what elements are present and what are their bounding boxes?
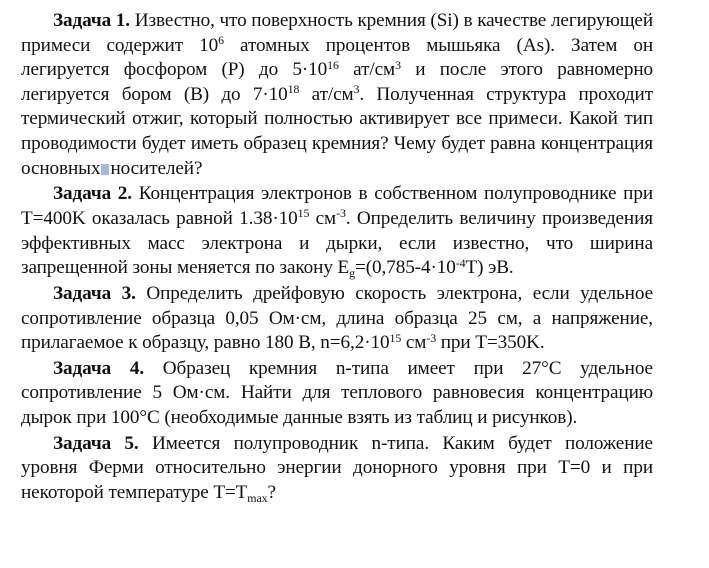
problem-2 <box>21 182 653 280</box>
problem-4-title: Задача 4. <box>53 357 145 379</box>
problem-2-text-b: см <box>309 207 337 229</box>
problem-2-text-a: Концентрация электронов в собственном полупроводнике при T=400K оказалась равной 1.38·10 <box>21 183 653 229</box>
problem-2-text-e: T) эВ. <box>465 257 514 279</box>
problem-5 <box>21 432 653 506</box>
problem-1-text-d: и после этого равномерно легируется бором (B) до 7·10 <box>21 59 653 105</box>
problem-2-sup-c: -4 <box>455 255 466 270</box>
problem-1-sup-c: 3 <box>395 57 401 72</box>
problem-5-text-b: ? <box>267 482 276 504</box>
problem-2-text-c: . Определить величину произведения эффективных масс электрона и дырки, если известно, что ширина запрещенной зоны меняется по закону E <box>21 207 653 279</box>
problem-1-text-c: ат/см <box>338 59 396 81</box>
problem-4 <box>21 357 653 431</box>
problem-4-text-a: Образец кремния n-типа имеет при 27°C удельное сопротивление 5 Ом·см. Найти для теплового равновесия концентрацию дырок при 100°C (необходимые данные взять из таблиц и рисунков). <box>21 357 653 429</box>
problem-3-text-a: Определить дрейфовую скорость электрона, если удельное сопротивление образца 0,05 Ом·см, длина образца 25 см, а напряжение, прилагаемое к образцу, равно 180 В, n=6,2·10 <box>21 282 653 354</box>
problem-1-sup-b: 16 <box>327 57 339 72</box>
problem-5-title: Задача 5. <box>53 432 139 454</box>
problem-3-text-c: при T=350K. <box>436 332 545 354</box>
problem-3-sup-b: -3 <box>426 330 437 345</box>
problem-1-text-e: ат/см <box>299 83 354 105</box>
problem-3-text-b: см <box>401 332 427 354</box>
problem-2-text-d: =(0,785-4·10 <box>355 257 456 279</box>
problem-2-title: Задача 2. <box>53 183 132 205</box>
problem-1 <box>21 9 653 181</box>
problem-3 <box>21 282 653 356</box>
problem-1-text-a: Известно, что поверхность кремния (Si) в качестве легирующей примеси содержит 10 <box>21 10 653 56</box>
problem-1-sup-d: 18 <box>287 82 300 97</box>
problem-3-sup-a: 15 <box>389 330 402 345</box>
problem-2-sup-a: 15 <box>297 206 310 221</box>
problem-1-text-g: носителей? <box>110 157 203 179</box>
problem-1-title: Задача 1. <box>53 10 130 31</box>
problem-3-title: Задача 3. <box>53 282 136 304</box>
problem-2-sup-b: -3 <box>336 206 346 221</box>
problem-1-text-f: . Полученная структура проходит термический отжиг, который полностью активирует все примеси. Какой тип проводимости будет иметь образец кремния? Чему будет равна концентрация основных <box>21 83 653 179</box>
problem-5-sub-a: max <box>247 491 268 506</box>
problem-1-sup-e: 3 <box>353 82 360 97</box>
problem-2-sub-a: g <box>349 266 355 281</box>
problem-1-sup-a: 6 <box>218 33 224 48</box>
problem-1-text-b: атомных процентов мышьяка (As). Затем он легируется фосфором (P) до 5·10 <box>21 34 653 81</box>
text-cursor-marker <box>101 164 109 175</box>
problem-5-text-a: Имеется полупроводник n-типа. Каким будет положение уровня Ферми относительно энергии донорного уровня при T=0 и при некоторой температуре T=T <box>21 432 653 504</box>
